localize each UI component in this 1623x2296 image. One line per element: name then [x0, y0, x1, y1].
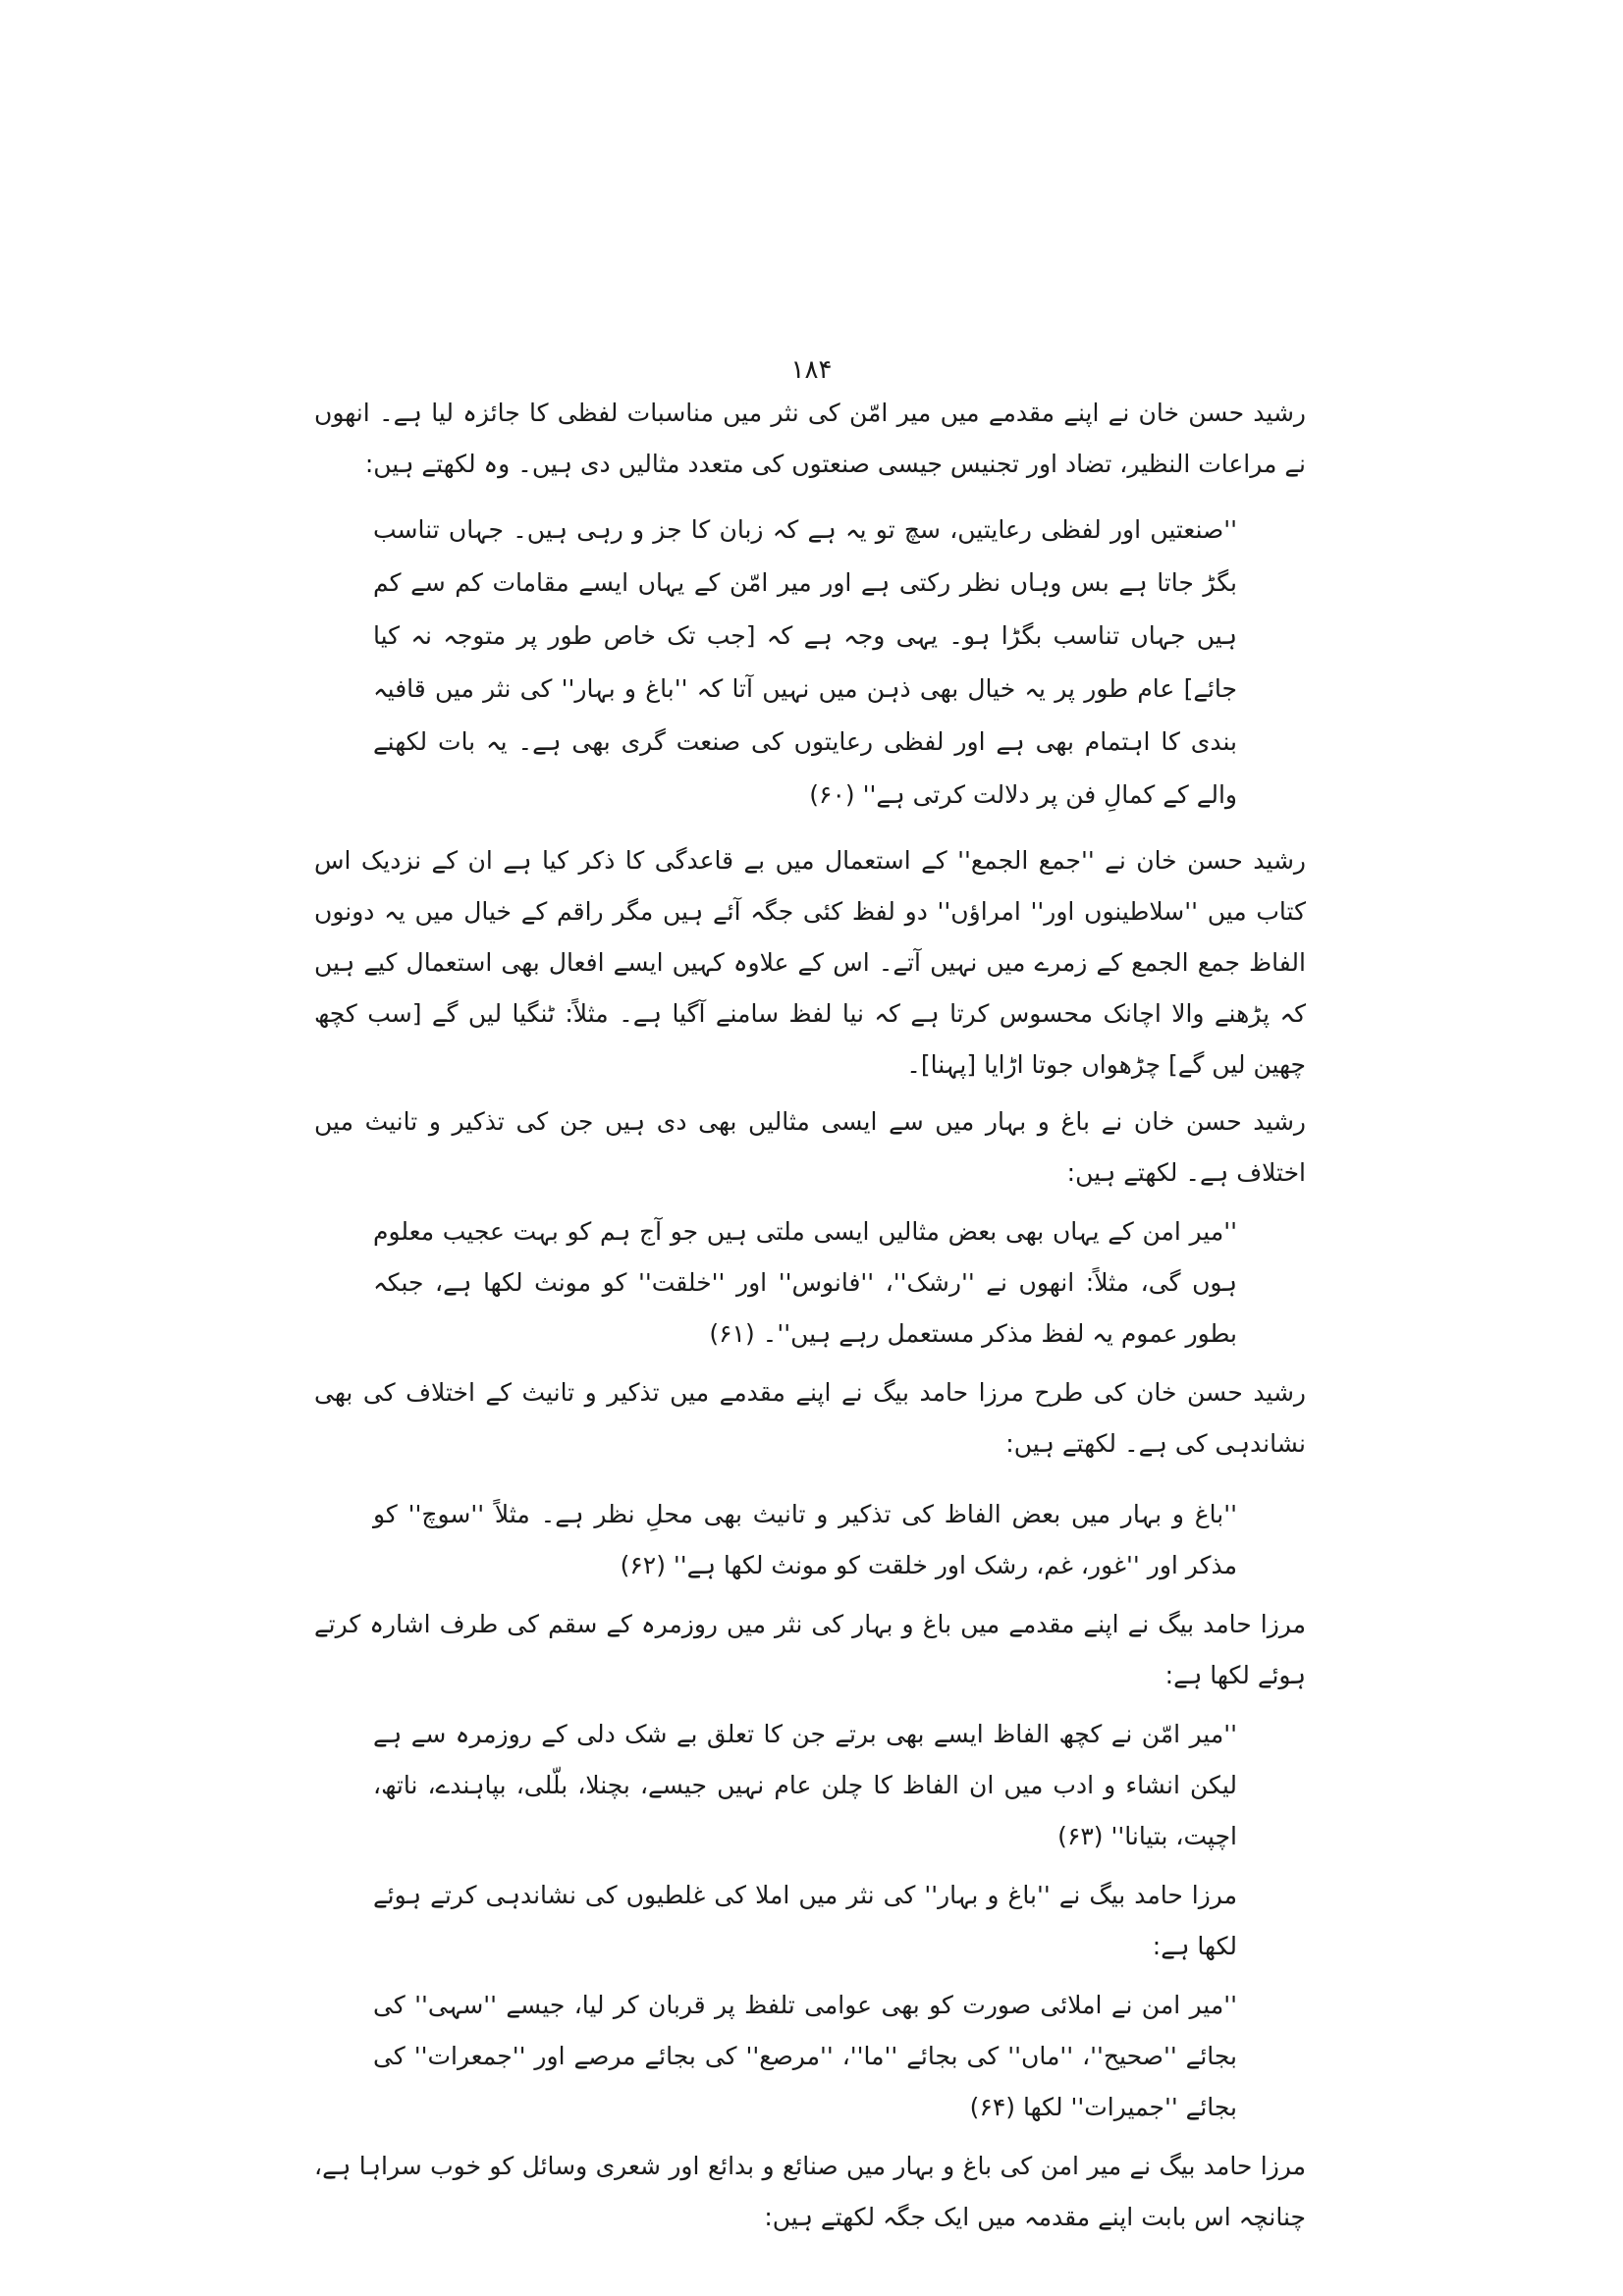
paragraph-1: رشید حسن خان نے اپنے مقدمے میں میر امّن کی نثر میں مناسبات لفظی کا جائزہ لیا ہے۔ انھوں نے مراعات النظیر، تضاد اور تجنیس جیسی صنعتوں کی متعدد مثالیں دی ہیں۔ وہ لکھتے ہیں:: [314, 399, 1306, 478]
block-quote-5: ''میر امن نے املائی صورت کو بھی عوامی تلفظ پر قربان کر لیا، جیسے ''سہی'' کی بجائے ''صحیح''، ''ماں'' کی بجائے ''ما''، ''مرصع'' کی بجائے مرصے اور ''جمعرات'' کی بجائے ''جمیرات'' لکھا (۶۴): [373, 1991, 1237, 2121]
block-quote-1: ''صنعتیں اور لفظی رعایتیں، سچ تو یہ ہے کہ زبان کا جز و رہی ہیں۔ جہاں تناسب بگڑ جاتا ہے بس وہاں نظر رکتی ہے اور میر امّن کے یہاں ایسے مقامات کم سے کم ہیں جہاں تناسب بگڑا ہو۔ یہی وجہ ہے کہ [جب تک خاص طور پر متوجہ نہ کیا جائے] عام طور پر یہ خیال بھی ذہن میں نہیں آتا کہ ''باغ و بہار'' کی نثر میں قافیہ بندی کا اہتمام بھی ہے اور لفظی رعایتوں کی صنعت گری بھی ہے۔ یہ بات لکھنے والے کے کمالِ فن پر دلالت کرتی ہے'' (۶۰): [373, 515, 1237, 809]
page-number: ۱۸۴: [790, 355, 833, 385]
paragraph-4: رشید حسن خان کی طرح مرزا حامد بیگ نے اپنے مقدمے میں تذکیر و تانیث کے اختلاف کی بھی نشاندہی کی ہے۔ لکھتے ہیں:: [314, 1378, 1306, 1458]
paragraph-3: رشید حسن خان نے باغ و بہار میں سے ایسی مثالیں بھی دی ہیں جن کی تذکیر و تانیث میں اختلاف ہے۔ لکھتے ہیں:: [314, 1107, 1306, 1187]
body-text: [314, 388, 1306, 2243]
block-quote-3: ''باغ و بہار میں بعض الفاظ کی تذکیر و تانیث بھی محلِ نظر ہے۔ مثلاً ''سوچ'' کو مذکر اور ''غور، غم، رشک اور خلقت کو مونث لکھا ہے'' (۶۲): [373, 1500, 1237, 1579]
block-quote-2: ''میر امن کے یہاں بھی بعض مثالیں ایسی ملتی ہیں جو آج ہم کو بہت عجیب معلوم ہوں گی، مثلاً: انھوں نے ''رشک''، ''فانوس'' اور ''خلقت'' کو مونث لکھا ہے، جبکہ بطور عموم یہ لفظ مذکر مستعمل رہے ہیں''۔ (۶۱): [373, 1217, 1237, 1348]
paragraph-6: مرزا حامد بیگ نے ''باغ و بہار'' کی نثر میں املا کی غلطیوں کی نشاندہی کرتے ہوئے لکھا ہے:: [373, 1881, 1237, 1960]
paragraph-2: رشید حسن خان نے ''جمع الجمع'' کے استعمال میں بے قاعدگی کا ذکر کیا ہے ان کے نزدیک اس کتاب میں ''سلاطینوں اور'' امراؤں'' دو لفظ کئی جگہ آئے ہیں مگر راقم کے خیال میں یہ دونوں الفاظ جمع الجمع کے زمرے میں نہیں آتے۔ اس کے علاوہ کہیں ایسے افعال بھی استعمال کیے ہیں کہ پڑھنے والا اچانک محسوس کرتا ہے کہ نیا لفظ سامنے آگیا ہے۔ مثلاً: ٹنگیا لیں گے [سب کچھ چھین لیں گے] چڑھواں جوتا اڑایا [پہنا]۔: [314, 846, 1306, 1079]
paragraph-5: مرزا حامد بیگ نے اپنے مقدمے میں باغ و بہار کی نثر میں روزمرہ کے سقم کی طرف اشارہ کرتے ہوئے لکھا ہے:: [314, 1610, 1306, 1689]
paragraph-7: مرزا حامد بیگ نے میر امن کی باغ و بہار میں صنائع و بدائع اور شعری وسائل کو خوب سراہا ہے، چنانچہ اس بابت اپنے مقدمہ میں ایک جگہ لکھتے ہیں:: [314, 2152, 1306, 2231]
block-quote-4: ''میر امّن نے کچھ الفاظ ایسے بھی برتے جن کا تعلق بے شک دلی کے روزمرہ سے ہے لیکن انشاء و ادب میں ان الفاظ کا چلن عام نہیں جیسے، بچنلا، بلّلی، بپاہندے، ناتھ، اچپت، بتیانا'' (۶۳): [373, 1720, 1237, 1850]
